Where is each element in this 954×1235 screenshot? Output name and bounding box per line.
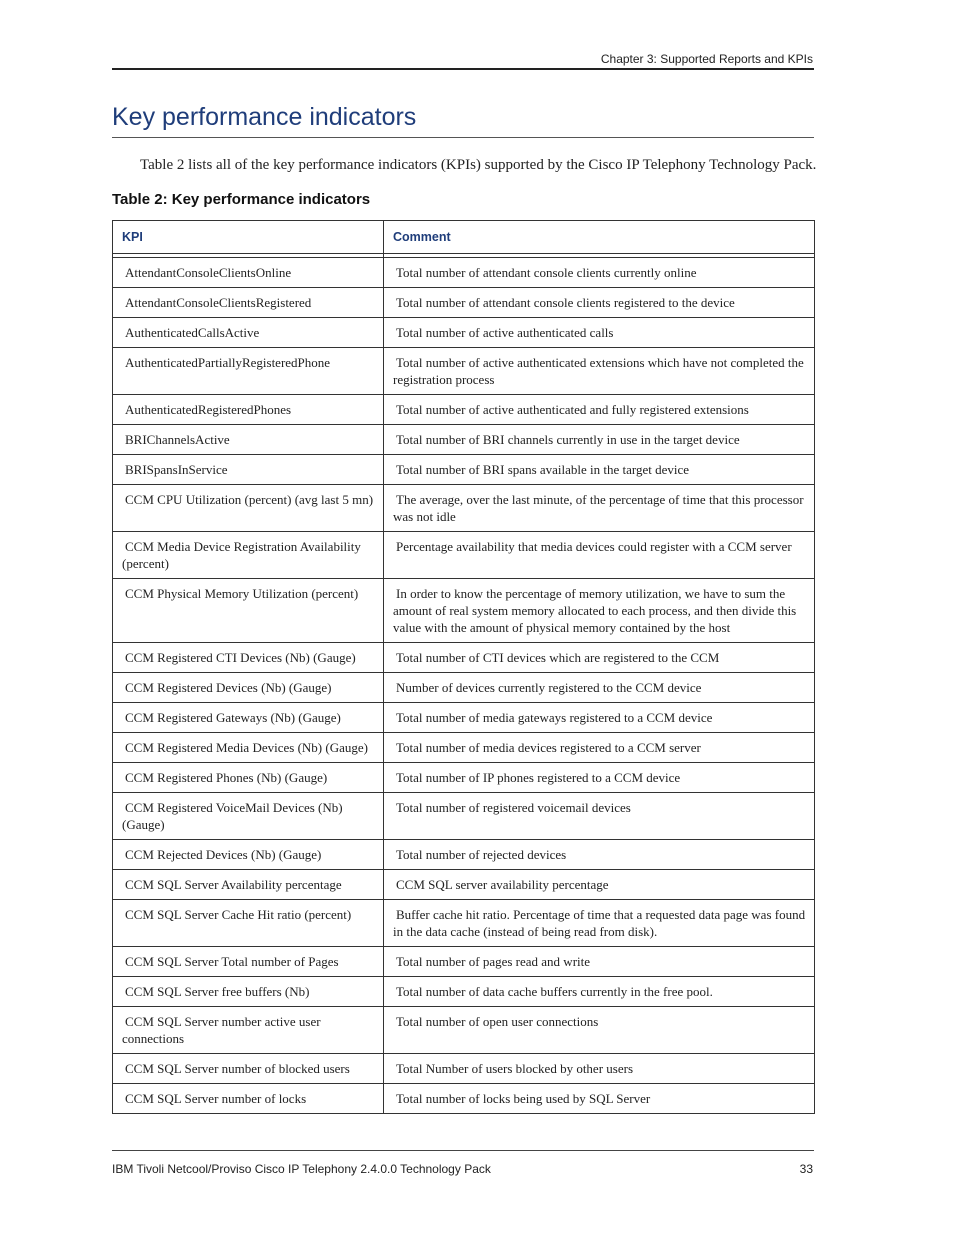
table-row [113, 395, 815, 425]
table-row [113, 703, 815, 733]
kpi-cell: AttendantConsoleClientsRegistered [113, 288, 384, 318]
table-row [113, 733, 815, 763]
table-row [113, 793, 815, 840]
comment-cell: In order to know the percentage of memory utilization, we have to sum the amount of real system memory allocated to each process, and then divide this value with the amount of physical memory contained by the host [384, 579, 815, 643]
table-row [113, 870, 815, 900]
comment-cell: Total number of data cache buffers currently in the free pool. [384, 977, 815, 1007]
kpi-cell: CCM SQL Server free buffers (Nb) [113, 977, 384, 1007]
section-title: Key performance indicators [112, 103, 417, 131]
kpi-cell: CCM SQL Server Availability percentage [113, 870, 384, 900]
table-caption: Table 2: Key performance indicators [112, 191, 371, 208]
table-row [113, 532, 815, 579]
kpi-cell: CCM Media Device Registration Availability (percent) [113, 532, 384, 579]
kpi-cell: CCM SQL Server Total number of Pages [113, 947, 384, 977]
comment-cell: CCM SQL server availability percentage [384, 870, 815, 900]
table-row [113, 258, 815, 288]
comment-cell: Total number of media devices registered to a CCM server [384, 733, 815, 763]
table-row [113, 318, 815, 348]
table-row [113, 840, 815, 870]
kpi-cell: CCM CPU Utilization (percent) (avg last 5 mn) [113, 485, 384, 532]
kpi-cell: CCM SQL Server Cache Hit ratio (percent) [113, 900, 384, 947]
table-row [113, 763, 815, 793]
table-row [113, 425, 815, 455]
table-row [113, 977, 815, 1007]
kpi-cell: CCM Registered Gateways (Nb) (Gauge) [113, 703, 384, 733]
kpi-table-body [113, 254, 815, 1114]
kpi-cell: CCM Rejected Devices (Nb) (Gauge) [113, 840, 384, 870]
kpi-cell: CCM Registered Devices (Nb) (Gauge) [113, 673, 384, 703]
page-number: 33 [799, 1162, 813, 1176]
running-header-chapter: Chapter 3: Supported Reports and KPIs [600, 52, 813, 66]
comment-cell: Total number of active authenticated extensions which have not completed the registration process [384, 348, 815, 395]
table-row [113, 288, 815, 318]
comment-cell: Total number of BRI spans available in the target device [384, 455, 815, 485]
table-row [113, 947, 815, 977]
comment-cell: Number of devices currently registered to the CCM device [384, 673, 815, 703]
table-row [113, 1054, 815, 1084]
comment-cell: Total number of active authenticated and fully registered extensions [384, 395, 815, 425]
kpi-cell: AuthenticatedCallsActive [113, 318, 384, 348]
kpi-cell: AuthenticatedRegisteredPhones [113, 395, 384, 425]
kpi-cell: BRIChannelsActive [113, 425, 384, 455]
comment-cell: Total number of registered voicemail devices [384, 793, 815, 840]
comment-cell: Total number of open user connections [384, 1007, 815, 1054]
comment-cell: The average, over the last minute, of the percentage of time that this processor was not idle [384, 485, 815, 532]
title-rule [112, 137, 814, 138]
kpi-cell: CCM SQL Server number active user connections [113, 1007, 384, 1054]
table-row [113, 1084, 815, 1114]
kpi-cell: BRISpansInService [113, 455, 384, 485]
comment-cell: Total number of locks being used by SQL Server [384, 1084, 815, 1114]
kpi-cell: CCM SQL Server number of blocked users [113, 1054, 384, 1084]
comment-cell: Total number of media gateways registered to a CCM device [384, 703, 815, 733]
column-header-comment: Comment [384, 221, 815, 254]
kpi-cell: CCM SQL Server number of locks [113, 1084, 384, 1114]
comment-cell: Total number of active authenticated calls [384, 318, 815, 348]
table-row [113, 485, 815, 532]
comment-cell: Total number of attendant console clients currently online [384, 258, 815, 288]
table-row [113, 1007, 815, 1054]
intro-paragraph: Table 2 lists all of the key performance indicators (KPIs) supported by the Cisco IP Telephony Technology Pack. [140, 157, 817, 173]
table-row [113, 579, 815, 643]
table-row [113, 348, 815, 395]
table-row [113, 643, 815, 673]
footer-product: IBM Tivoli Netcool/Proviso Cisco IP Telephony 2.4.0.0 Technology Pack [112, 1162, 491, 1176]
footer-rule [112, 1150, 814, 1151]
table-row [113, 900, 815, 947]
kpi-cell: AttendantConsoleClientsOnline [113, 258, 384, 288]
table-row [113, 673, 815, 703]
kpi-cell: CCM Physical Memory Utilization (percent) [113, 579, 384, 643]
comment-cell: Percentage availability that media devices could register with a CCM server [384, 532, 815, 579]
kpi-cell: CCM Registered Phones (Nb) (Gauge) [113, 763, 384, 793]
column-header-kpi: KPI [113, 221, 384, 254]
comment-cell: Buffer cache hit ratio. Percentage of time that a requested data page was found in the data cache (instead of being read from disk). [384, 900, 815, 947]
comment-cell: Total Number of users blocked by other users [384, 1054, 815, 1084]
kpi-cell: CCM Registered VoiceMail Devices (Nb) (Gauge) [113, 793, 384, 840]
comment-cell: Total number of CTI devices which are registered to the CCM [384, 643, 815, 673]
kpi-table [112, 220, 815, 1114]
comment-cell: Total number of pages read and write [384, 947, 815, 977]
table-header-row [113, 221, 815, 254]
comment-cell: Total number of BRI channels currently in use in the target device [384, 425, 815, 455]
comment-cell: Total number of attendant console clients registered to the device [384, 288, 815, 318]
header-rule [112, 68, 814, 70]
kpi-cell: CCM Registered Media Devices (Nb) (Gauge) [113, 733, 384, 763]
kpi-cell: AuthenticatedPartiallyRegisteredPhone [113, 348, 384, 395]
kpi-cell: CCM Registered CTI Devices (Nb) (Gauge) [113, 643, 384, 673]
comment-cell: Total number of rejected devices [384, 840, 815, 870]
table-row [113, 455, 815, 485]
comment-cell: Total number of IP phones registered to a CCM device [384, 763, 815, 793]
